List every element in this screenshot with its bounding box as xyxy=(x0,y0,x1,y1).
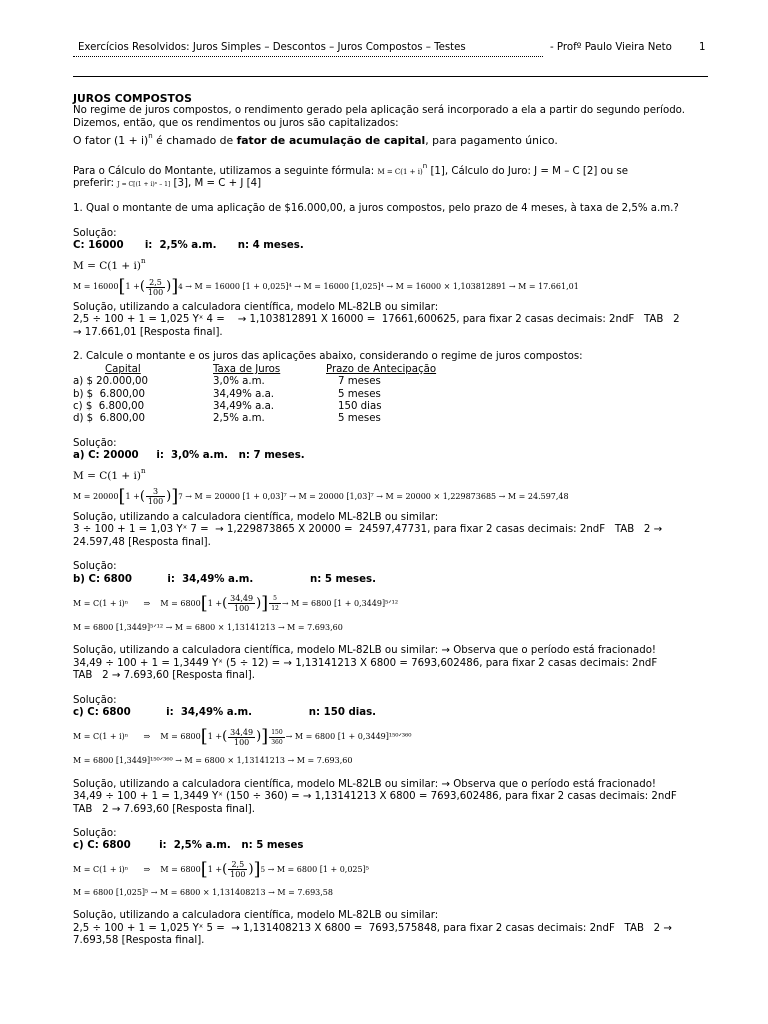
sc-calc-line-1: Solução, utilizando a calculadora científica, modelo ML-82LB ou similar: → Observa que o período está fracionado! xyxy=(73,778,657,790)
q2-table xyxy=(73,364,713,426)
intro-line-1: No regime de juros compostos, o rendimento gerado pela aplicação será incorporado a ela a partir do segundo período. xyxy=(73,105,685,117)
sd-calc-line-3: 7.693,58 [Resposta final]. xyxy=(73,935,205,947)
formula-refs: [3], M = C + J [4] xyxy=(173,178,262,190)
question-2: 2. Calcule o montante e os juros das aplicações abaixo, considerando o regime de juros compostos: xyxy=(73,351,583,363)
montante-formula: M = C(1 + i) xyxy=(377,167,423,176)
factor-term: fator de acumulação de capital xyxy=(236,134,426,148)
table-cell: b) $ 6.800,00 xyxy=(73,388,146,400)
sb-calc-line-1: Solução, utilizando a calculadora científica, modelo ML-82LB ou similar: → Observa que o período está fracionado! xyxy=(73,645,657,657)
sd-calc-line-2: 2,5 ÷ 100 + 1 = 1,025 Yˣ 5 = → 1,131408213 X 6800 = 7693,575848, para fixar 2 casas decimais: 2ndF TAB 2 → xyxy=(73,922,672,934)
sa-calc-formula: M = 20000 [ 1 + ( $\frac{3}{100}$ ) ] 7 → M = 20000 [1 + 0,03]⁷ → M = 20000 [1,03]⁷ → M = 20000 × 1,229873685 → M = 24.597,48 xyxy=(73,485,569,507)
page-number: 1 xyxy=(699,42,706,53)
sc-data: c) C: 6800 i: 34,49% a.m. n: 150 dias. xyxy=(73,707,377,718)
table-cell: c) $ 6.800,00 xyxy=(73,400,145,412)
q1-calc-line-3: → 17.661,01 [Resposta final]. xyxy=(73,326,223,338)
table-cell: 5 meses xyxy=(338,413,381,425)
question-1: 1. Qual o montante de uma aplicação de $16.000,00, a juros compostos, pelo prazo de 4 meses, à taxa de 2,5% a.m.? xyxy=(73,203,679,215)
q1-data: C: 16000 i: 2,5% a.m. n: 4 meses. xyxy=(73,240,304,252)
sa-calc-line-2: 3 ÷ 100 + 1 = 1,03 Yˣ 7 = → 1,229873865 X 20000 = 24597,47731, para fixar 2 casas decimais: 2ndF TAB 2 → xyxy=(73,524,663,536)
q1-calc-formula: M = 16000 [ 1 + ( $\frac{2,5}{100}$ ) ] 4 → M = 16000 [1 + 0,025]⁴ → M = 16000 [1,025]⁴ → M = 16000 × 1,103812891 → M = 17.661,01 xyxy=(73,275,579,297)
table-cell: 150 dias xyxy=(338,400,382,412)
intro-line-3-end: , para pagamento único. xyxy=(425,134,558,148)
table-cell: d) $ 6.800,00 xyxy=(73,413,146,425)
sc-calc-line-2: 34,49 ÷ 100 + 1 = 1,3449 Yˣ (150 ÷ 360) = → 1,13141213 X 6800 = 7693,602486, para fixar 2 casas decimais: 2ndF xyxy=(73,791,677,803)
intro-line-2: Dizemos, então, que os rendimentos ou juros são capitalizados: xyxy=(73,117,399,129)
sb-data: b) C: 6800 i: 34,49% a.m. n: 5 meses. xyxy=(73,573,376,585)
intro-line-3 xyxy=(73,130,713,147)
table-cell: 3,0% a.m. xyxy=(213,376,265,388)
header-rule xyxy=(73,76,708,77)
header-dotted-line xyxy=(73,56,543,57)
sd-data: c) C: 6800 i: 2,5% a.m. n: 5 meses xyxy=(73,840,304,852)
sb-solution-label: Solução: xyxy=(73,561,117,573)
sd-calc-formula: M = C(1 + i)ⁿ ⇒ M = 6800 [ 1 + ( $\frac{2,5}{100}$ ) ] 5 → M = 6800 [1 + 0,025]⁵ xyxy=(73,858,369,880)
factor-text: O fator (1 + i) xyxy=(73,134,149,148)
sc-solution-label: Solução: xyxy=(73,694,117,706)
formula-intro-text: Para o Cálculo do Montante, utilizamos a seguinte fórmula: xyxy=(73,165,375,177)
sa-data: a) C: 20000 i: 3,0% a.m. n: 7 meses. xyxy=(73,450,305,462)
sc-calc-formula: M = C(1 + i)ⁿ ⇒ M = 6800 [ 1 + ( $\frac{34,49}{100}$ ) ] $\frac{150}{360}$ → M = 6800 [1 + 0,3449]¹⁵⁰ᐟ³⁶⁰ xyxy=(73,726,412,748)
q1-calc-line-2: 2,5 ÷ 100 + 1 = 1,025 Yˣ 4 = → 1,103812891 X 16000 = 17661,600625, para fixar 2 casas decimais: 2ndF TAB 2 xyxy=(73,314,680,326)
sd-calc-line-1: Solução, utilizando a calculadora científica, modelo ML-82LB ou similar: xyxy=(73,910,439,922)
table-cell: 5 meses xyxy=(338,388,381,400)
sb-calc-line-3: TAB 2 → 7.693,60 [Resposta final]. xyxy=(73,670,256,682)
header-author: - Profº Paulo Vieira Neto xyxy=(550,42,672,53)
formula-line-1: Para o Cálculo do Montante, utilizamos a seguinte fórmula: $M = C(1 + i)^n$ [1], Cálculo do Juro: J = M – C [2] ou se xyxy=(73,161,629,177)
sa-calc-line-1: Solução, utilizando a calculadora científica, modelo ML-82LB ou similar: xyxy=(73,511,439,523)
sa-formula: $M = C(1 + i)^n$ xyxy=(73,466,146,482)
table-header-rate: Taxa de Juros xyxy=(213,363,281,375)
sb-calc-formula-2: M = 6800 [1,3449]⁵ᐟ¹² → M = 6800 × 1,13141213 → M = 7.693,60 xyxy=(73,622,343,632)
table-cell: a) $ 20.000,00 xyxy=(73,376,149,388)
sa-calc-line-3: 24.597,48 [Resposta final]. xyxy=(73,536,211,548)
sd-solution-label: Solução: xyxy=(73,828,117,840)
header-title: Exercícios Resolvidos: Juros Simples – Descontos – Juros Compostos – Testes xyxy=(78,42,466,53)
q1-formula: $M = C(1 + i)^n$ xyxy=(73,256,146,272)
intro-line-3-mid: é chamado de xyxy=(152,134,237,148)
table-cell: 34,49% a.a. xyxy=(213,388,275,400)
juro-alt-formula: J = C[(1 + i)ⁿ – 1] xyxy=(117,181,171,189)
table-cell: 2,5% a.m. xyxy=(213,413,265,425)
sb-calc-line-2: 34,49 ÷ 100 + 1 = 1,3449 Yˣ (5 ÷ 12) = → 1,13141213 X 6800 = 7693,602486, para fixar 2 casas decimais: 2ndF xyxy=(73,657,658,669)
table-cell: 34,49% a.a. xyxy=(213,400,275,412)
table-header-term: Prazo de Antecipação xyxy=(326,363,437,375)
q1-calc-line-1: Solução, utilizando a calculadora científica, modelo ML-82LB ou similar: xyxy=(73,302,439,314)
sc-calc-line-3: TAB 2 → 7.693,60 [Resposta final]. xyxy=(73,803,256,815)
table-cell: 7 meses xyxy=(338,376,381,388)
table-header-capital: Capital xyxy=(105,363,141,375)
sa-solution-label: Solução: xyxy=(73,437,117,449)
document-body xyxy=(73,93,713,947)
section-title: JUROS COMPOSTOS xyxy=(73,92,192,105)
juro-formula-text: [1], Cálculo do Juro: J = M – C [2] ou se xyxy=(430,165,629,177)
formula-line-2 xyxy=(73,178,713,191)
sb-calc-formula: M = C(1 + i)ⁿ ⇒ M = 6800 [ 1 + ( $\frac{34,49}{100}$ ) ] $\frac{5}{12}$ → M = 6800 [1 + 0,3449]⁵ᐟ¹² xyxy=(73,592,399,614)
factor-exponent: n xyxy=(148,132,153,141)
sc-calc-formula-2: M = 6800 [1,3449]¹⁵⁰ᐟ³⁶⁰ → M = 6800 × 1,13141213 → M = 7.693,60 xyxy=(73,756,353,766)
prefer-text: preferir: xyxy=(73,178,115,190)
q1-solution-label: Solução: xyxy=(73,227,117,239)
sd-calc-formula-2: M = 6800 [1,025]⁵ → M = 6800 × 1,131408213 → M = 7.693,58 xyxy=(73,887,333,897)
